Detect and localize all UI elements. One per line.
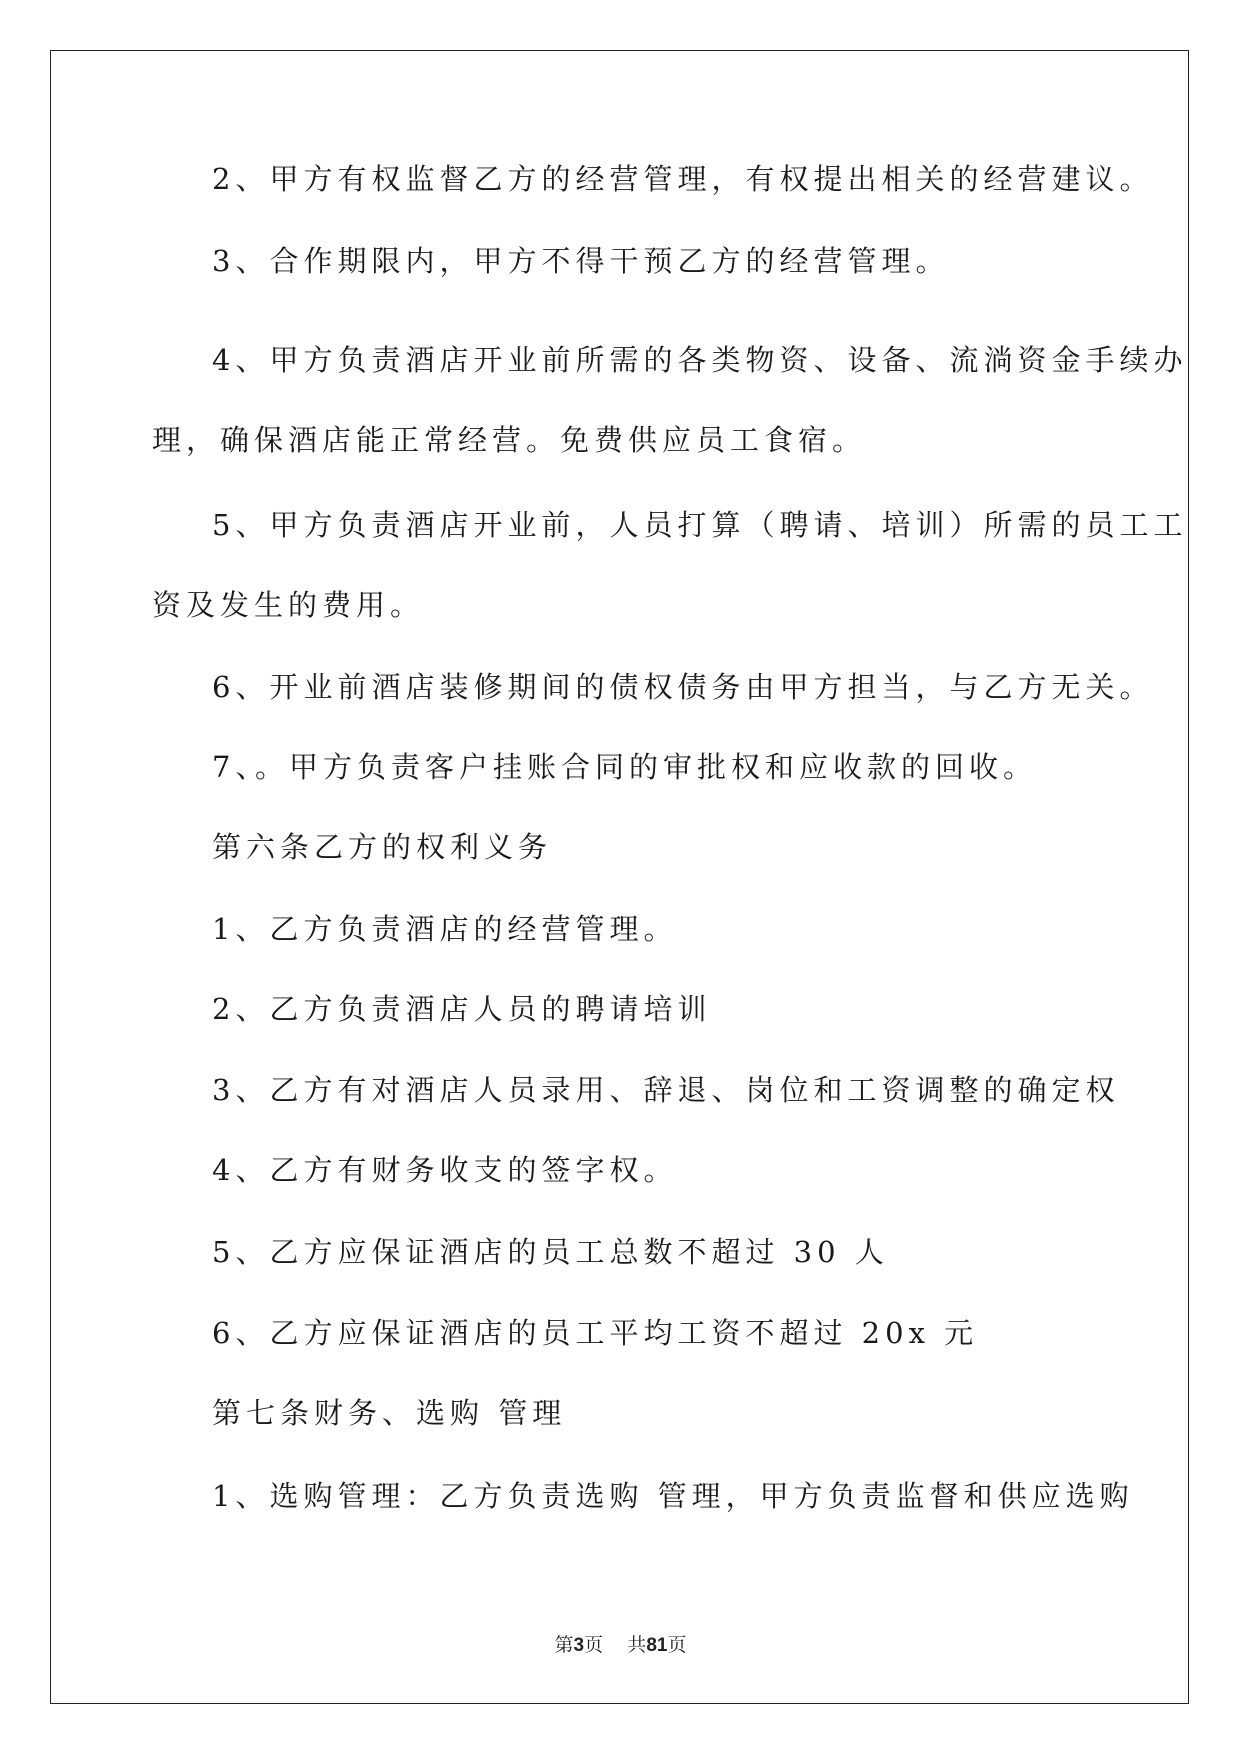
paragraph-line: 资及发生的费用。 [152,588,425,622]
paragraph-line: 2、甲方有权监督乙方的经营管理，有权提出相关的经营建议。 [212,162,1154,196]
section-heading: 第六条乙方的权利义务 [212,830,553,864]
footer-total-pages: 81 [646,1635,668,1656]
paragraph-line: 3、合作期限内，甲方不得干预乙方的经营管理。 [212,244,950,278]
section-heading: 第七条财务、选购 管理 [212,1396,567,1430]
paragraph-line: 4、乙方有财务收支的签字权。 [212,1153,678,1187]
paragraph-line: 2、乙方负责酒店人员的聘请培训 [212,992,712,1026]
footer-page-number: 3 [573,1635,585,1656]
paragraph-line: 5、甲方负责酒店开业前，人员打算（聘请、培训）所需的员工工 [212,508,1188,542]
paragraph-line: 7、。甲方负责客户挂账合同的审批权和应收款的回收。 [212,750,1037,784]
paragraph-line: 1、选购管理：乙方负责选购 管理，甲方负责监督和供应选购 [212,1479,1134,1513]
page-footer [0,1630,1241,1657]
footer-total-prefix: 共 [627,1634,647,1656]
paragraph-line: 4、甲方负责酒店开业前所需的各类物资、设备、流淌资金手续办 [212,343,1188,377]
paragraph-line: 6、乙方应保证酒店的员工平均工资不超过 20x 元 [212,1316,979,1350]
paragraph-line: 1、乙方负责酒店的经营管理。 [212,912,678,946]
footer-total-unit: 页 [667,1634,687,1656]
page-border [50,50,1189,1704]
paragraph-line: 3、乙方有对酒店人员录用、辞退、岗位和工资调整的确定权 [212,1073,1120,1107]
footer-prefix: 第 [554,1634,574,1656]
paragraph-line: 5、乙方应保证酒店的员工总数不超过 30 人 [212,1235,889,1269]
footer-page-unit: 页 [584,1634,604,1656]
paragraph-line: 6、开业前酒店装修期间的债权债务由甲方担当，与乙方无关。 [212,670,1154,704]
paragraph-line: 理，确保酒店能正常经营。免费供应员工食宿。 [152,423,867,457]
